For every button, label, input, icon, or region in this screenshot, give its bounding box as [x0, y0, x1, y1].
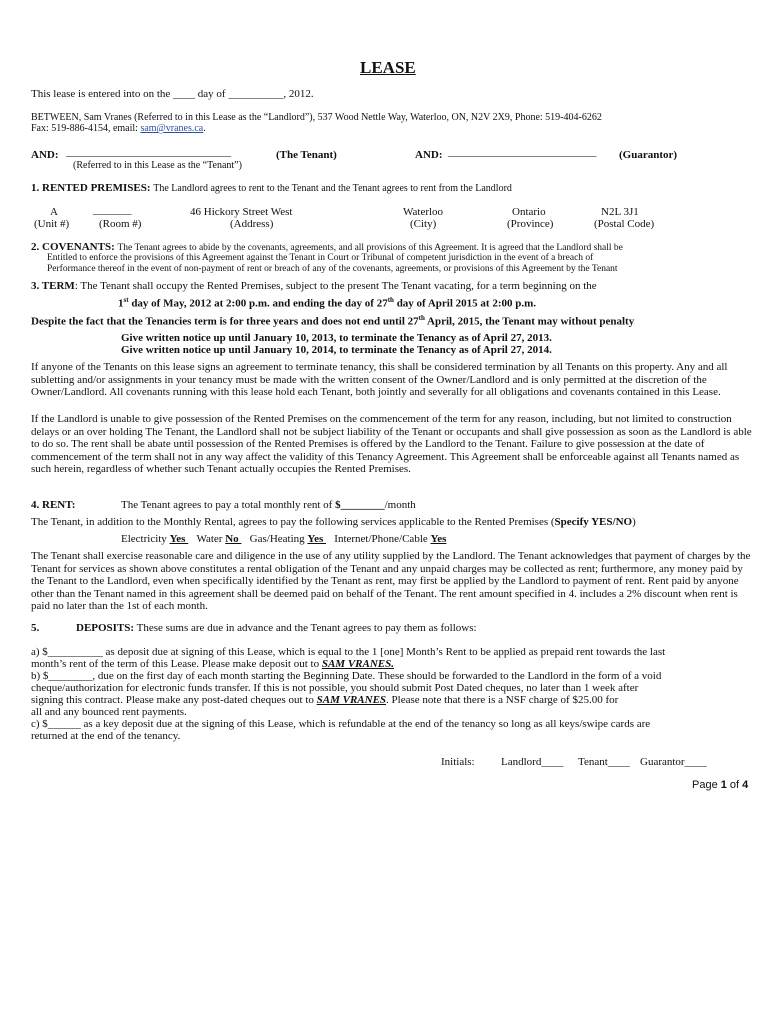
- section-2-line2: Entitled to enforce the provisions of this Agreement against the Tenant in Court or Tribunal of competent jurisdiction in the event of a breach of: [47, 253, 594, 263]
- section-5-number: 5.: [31, 622, 40, 634]
- between-line: BETWEEN, Sam Vranes (Referred to in this Lease as the “Landlord”), 537 Wood Nettle Way, Waterloo, ON, N2V 2X9, Phone: 519-404-6262: [31, 112, 602, 123]
- initials-tenant[interactable]: Tenant____: [578, 756, 630, 768]
- rent-line: [121, 499, 416, 511]
- section-1-text: The Landlord agrees to rent to the Tenant and the Tenant agrees to rent from the Landlord: [153, 183, 512, 194]
- deposit-a-text: month’s rent of the term of this Lease. Please make deposit out to: [31, 658, 322, 670]
- services-specify: Specify YES/NO: [554, 516, 633, 528]
- unit-label: (Unit #): [34, 218, 70, 230]
- document-title: LEASE: [360, 58, 416, 77]
- deposit-b-line3: [31, 694, 618, 706]
- utilities-paragraph: The Tenant shall exercise reasonable care and diligence in the use of any utility supplied by the Landlord. The Tenant acknowledges that payment of charges by the Tenant for services as shown above constitutes a rental obligation of the Tenant and any unpaid charges may be collected as rent; furthermore, any money paid by the Tenant to the Landlord, even when specifically identified by the Tenant as rent, may first be applied by the Landlord to payment of rent. Rent paid by anyone other than the Tenant named in this agreement shall be deemed paid on behalf of the Tenant. The rent amount specified in 4. includes a 2% discount when rent is paid no later than the 1st of each month.: [31, 550, 751, 612]
- deposit-b-payee: SAM VRANES: [316, 694, 387, 706]
- services-text: The Tenant, in addition to the Monthly Rental, agrees to pay the following services applicable to the Rented Premises (: [31, 516, 555, 528]
- address-label: (Address): [230, 218, 274, 230]
- postal-label: (Postal Code): [594, 218, 655, 230]
- section-1: [31, 182, 512, 194]
- rent-per-month: /month: [384, 499, 416, 511]
- tenant-name-blank[interactable]: ______________________________: [66, 146, 231, 158]
- and-label-1: AND:: [31, 149, 59, 161]
- electricity-value[interactable]: Yes: [169, 533, 189, 545]
- term-end-sup: th: [387, 296, 394, 304]
- term-start-day: 1: [118, 297, 124, 310]
- internet-value[interactable]: Yes: [430, 533, 447, 545]
- services-close: ): [632, 516, 636, 528]
- address-value: 46 Hickory Street West: [190, 206, 293, 218]
- and-label-2: AND:: [415, 149, 443, 161]
- water-label: Water: [196, 533, 223, 545]
- services-line: [31, 516, 636, 528]
- city-value: Waterloo: [403, 206, 444, 218]
- despite-a: Despite the fact that the Tenancies term is for three years and does not end until 27: [31, 315, 419, 328]
- despite-line: [31, 314, 634, 328]
- rent-text: The Tenant agrees to pay a total monthly rent of: [121, 499, 336, 511]
- termination-paragraph: If anyone of the Tenants on this lease signs an agreement to terminate tenancy, this shall be considered termination by all Tenants on this property. Any and all subletting and/or assignments in your tenancy must be made with the written consent of the Owner/Landlord and is only permitted at the discretion of the Owner/Landlord. All covenants running with this lease hold each Tenant, both jointly and severally for all obligations and covenants contained in this Lease.: [31, 361, 728, 398]
- water-value[interactable]: No: [225, 533, 242, 545]
- province-label: (Province): [507, 218, 554, 230]
- internet-label: Internet/Phone/Cable: [334, 533, 428, 545]
- section-3-heading: 3. TERM: [31, 280, 75, 292]
- deposit-b-line1: b) $________, due on the first day of each month starting the Beginning Date. These should be forwarded to the Landlord in the form of a void: [31, 670, 662, 682]
- page-number: [692, 779, 748, 791]
- deposit-b-nsf: . Please note that there is a NSF charge of $25.00 for: [386, 694, 619, 706]
- room-blank[interactable]: _______: [93, 204, 132, 216]
- tenant-label: (The Tenant): [276, 149, 337, 161]
- section-2-line1: The Tenant agrees to abide by the covenants, agreements, and all provisions of this Agreement. It is agreed that the Landlord shall be: [117, 243, 623, 253]
- city-label: (City): [410, 218, 437, 230]
- term-dates: [118, 296, 536, 310]
- fax-text: Fax: 519-886-4154, email:: [31, 123, 138, 134]
- deposit-c-line1: c) $______ as a key deposit due at the signing of this Lease, which is refundable at the end of the tenancy so long as all keys/swipe cards are: [31, 718, 651, 730]
- deposit-b-text: signing this contract. Please make any post-dated cheques out to: [31, 694, 317, 706]
- deposit-a-line2: [31, 658, 394, 670]
- section-5-line: [76, 622, 477, 634]
- gas-label: Gas/Heating: [249, 533, 305, 545]
- initials-guarantor[interactable]: Guarantor____: [640, 756, 707, 768]
- province-value: Ontario: [512, 206, 546, 218]
- deposit-b-line4: all and any bounced rent payments.: [31, 706, 187, 718]
- term-start-sup: st: [123, 296, 129, 304]
- despite-b: April, 2015, the Tenant may without penalty: [424, 315, 635, 328]
- section-5-text: These sums are due in advance and the Tenant agrees to pay them as follows:: [134, 622, 477, 634]
- section-2: [31, 241, 623, 253]
- section-2-heading: 2. COVENANTS:: [31, 241, 115, 253]
- section-3-text: : The Tenant shall occupy the Rented Premises, subject to the present The Tenant vacating, for a term beginning on the: [74, 280, 597, 292]
- page-prefix: Page: [692, 779, 721, 791]
- section-3: [31, 280, 597, 292]
- lease-intro: This lease is entered into on the ____ day of __________, 2012.: [31, 88, 314, 100]
- section-1-heading: 1. RENTED PREMISES:: [31, 182, 151, 194]
- email-link[interactable]: sam@vranes.ca: [140, 123, 204, 134]
- section-2-line3: Performance thereof in the event of non-payment of rent or breach of any of the covenants, agreements, or provisions of this Agreement by the Tenant: [47, 264, 618, 274]
- room-label: (Room #): [99, 218, 142, 230]
- deposit-a-line1: a) $__________ as deposit due at signing of this Lease, which is equal to the 1 [one] Month’s Rent to be applied as prepaid rent towards the last: [31, 646, 666, 658]
- gas-value[interactable]: Yes: [307, 533, 327, 545]
- deposit-b-line2: cheque/authorization for electronic funds transfer. If this is not possible, you should submit Post Dated cheques, no later than 1 week after: [31, 682, 639, 694]
- section-5-heading: DEPOSITS:: [76, 622, 135, 634]
- page-of: of: [726, 779, 743, 791]
- rent-amount-blank[interactable]: $________: [335, 499, 385, 511]
- initials-label: Initials:: [441, 756, 475, 768]
- possession-paragraph: If the Landlord is unable to give possession of the Rented Premises on the commencement of the term for any reason, including, but not limited to construction delays or an over holding The Tenant, the Landlord shall not be subject liability of the Tenant or occupants and shall give possession as soon as the Landlord is able to do so. The rent shall be abate until possession of the Rented Premises is offered by the Landlord to the Tenant. Failure to give possession at the date of commencement of the term shall not in any way affect the validity of this Tenancy Agreement. This Agreement shall be enforceable against all Tenants named as such herein, regardless of whether such Tenant actually occupies the Rented Premises.: [31, 413, 752, 475]
- services-values: [121, 533, 446, 545]
- electricity-label: Electricity: [121, 533, 167, 545]
- postal-value: N2L 3J1: [601, 206, 639, 218]
- tenant-note: (Referred to in this Lease as the “Tenant”): [73, 160, 242, 171]
- fax-email-line: [31, 123, 206, 134]
- term-end: day of April 2015 at 2:00 p.m.: [393, 297, 537, 310]
- unit-value: A: [50, 206, 58, 218]
- page-current: 1: [720, 779, 727, 791]
- page-total: 4: [742, 779, 749, 791]
- deposit-payee: SAM VRANES.: [321, 658, 394, 670]
- deposit-c-line2: returned at the end of the tenancy.: [31, 730, 181, 742]
- initials-landlord[interactable]: Landlord____: [501, 756, 564, 768]
- fax-end: .: [203, 123, 206, 134]
- section-4-heading: 4. RENT:: [31, 499, 76, 511]
- guarantor-label: (Guarantor): [619, 149, 678, 161]
- term-mid: day of May, 2012 at 2:00 p.m. and ending the day of 27: [128, 297, 388, 310]
- notice-1: Give written notice up until January 10, 2013, to terminate the Tenancy as of April 27, 2013.: [121, 332, 552, 344]
- guarantor-name-blank[interactable]: ___________________________: [448, 146, 597, 158]
- notice-2: Give written notice up until January 10, 2014, to terminate the Tenancy as of April 27, 2014.: [121, 344, 552, 356]
- despite-sup: th: [418, 314, 425, 322]
